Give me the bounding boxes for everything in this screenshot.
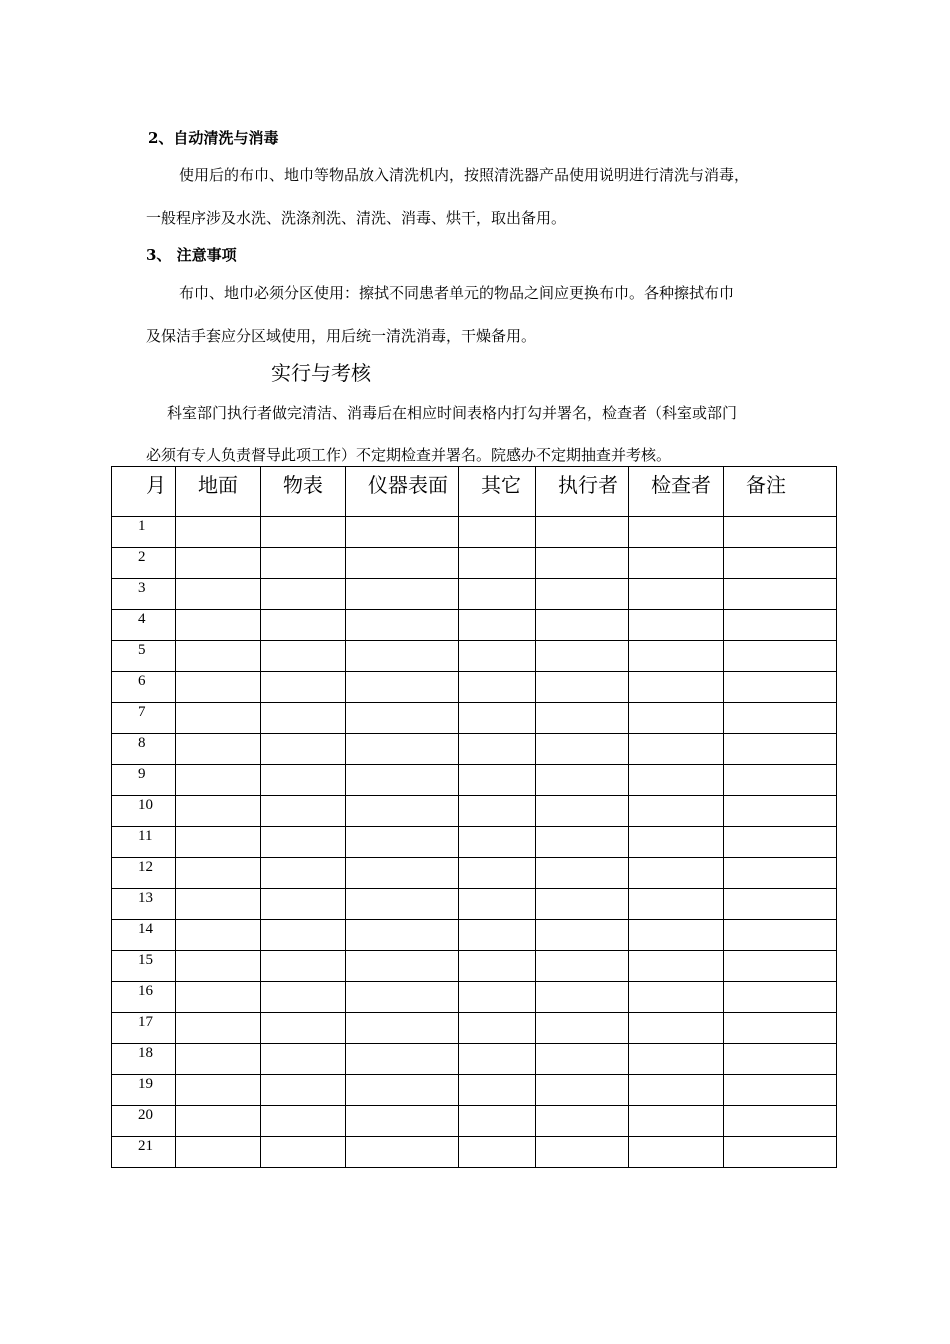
other-cell[interactable] — [459, 1075, 536, 1106]
table-row — [112, 579, 837, 610]
floor-cell[interactable] — [176, 734, 261, 765]
instrument-surface-cell[interactable] — [346, 1137, 459, 1168]
floor-cell[interactable] — [176, 1013, 261, 1044]
surface-cell[interactable] — [261, 1075, 346, 1106]
other-cell[interactable] — [459, 1137, 536, 1168]
surface-cell[interactable] — [261, 517, 346, 548]
remarks-cell[interactable] — [724, 951, 837, 982]
section-3-paragraph-line-1: 布巾、地巾必须分区使用：擦拭不同患者单元的物品之间应更换布巾。各种擦拭布巾 — [179, 284, 735, 302]
table-row — [112, 517, 837, 548]
other-cell[interactable] — [459, 827, 536, 858]
inspector-cell[interactable] — [629, 672, 724, 703]
floor-cell[interactable] — [176, 889, 261, 920]
instrument-surface-cell[interactable] — [346, 734, 459, 765]
remarks-cell[interactable] — [724, 982, 837, 1013]
instrument-surface-cell[interactable] — [346, 982, 459, 1013]
other-cell[interactable] — [459, 858, 536, 889]
table-row — [112, 796, 837, 827]
floor-cell[interactable] — [176, 641, 261, 672]
executor-cell[interactable] — [536, 579, 629, 610]
floor-cell[interactable] — [176, 827, 261, 858]
inspector-cell[interactable] — [629, 827, 724, 858]
executor-cell[interactable] — [536, 827, 629, 858]
remarks-cell[interactable] — [724, 858, 837, 889]
row-number: 7 — [112, 703, 176, 734]
header-surface: 物表 — [261, 467, 346, 517]
row-number: 17 — [112, 1013, 176, 1044]
row-number: 8 — [112, 734, 176, 765]
executor-cell[interactable] — [536, 765, 629, 796]
inspector-cell[interactable] — [629, 796, 724, 827]
instrument-surface-cell[interactable] — [346, 951, 459, 982]
other-cell[interactable] — [459, 548, 536, 579]
floor-cell[interactable] — [176, 858, 261, 889]
table-row — [112, 858, 837, 889]
table-row — [112, 1106, 837, 1137]
other-cell[interactable] — [459, 610, 536, 641]
executor-cell[interactable] — [536, 920, 629, 951]
row-number: 1 — [112, 517, 176, 548]
cleaning-record-table — [111, 466, 837, 1168]
instrument-surface-cell[interactable] — [346, 641, 459, 672]
other-cell[interactable] — [459, 982, 536, 1013]
header-instrument-surface: 仪器表面 — [346, 467, 459, 517]
surface-cell[interactable] — [261, 1137, 346, 1168]
remarks-cell[interactable] — [724, 1044, 837, 1075]
row-number: 6 — [112, 672, 176, 703]
surface-cell[interactable] — [261, 734, 346, 765]
row-number: 19 — [112, 1075, 176, 1106]
surface-cell[interactable] — [261, 951, 346, 982]
instrument-surface-cell[interactable] — [346, 1075, 459, 1106]
row-number: 4 — [112, 610, 176, 641]
instrument-surface-cell[interactable] — [346, 610, 459, 641]
inspector-cell[interactable] — [629, 1137, 724, 1168]
surface-cell[interactable] — [261, 610, 346, 641]
floor-cell[interactable] — [176, 548, 261, 579]
instrument-surface-cell[interactable] — [346, 827, 459, 858]
executor-cell[interactable] — [536, 734, 629, 765]
inspector-cell[interactable] — [629, 1013, 724, 1044]
instrument-surface-cell[interactable] — [346, 1106, 459, 1137]
executor-cell[interactable] — [536, 858, 629, 889]
other-cell[interactable] — [459, 1013, 536, 1044]
executor-cell[interactable] — [536, 982, 629, 1013]
executor-cell[interactable] — [536, 1075, 629, 1106]
surface-cell[interactable] — [261, 1106, 346, 1137]
instrument-surface-cell[interactable] — [346, 579, 459, 610]
row-number: 2 — [112, 548, 176, 579]
row-number: 9 — [112, 765, 176, 796]
instrument-surface-cell[interactable] — [346, 672, 459, 703]
section-2-heading: 2、自动清洗与消毒 — [148, 129, 279, 147]
table-row — [112, 951, 837, 982]
floor-cell[interactable] — [176, 672, 261, 703]
inspector-cell[interactable] — [629, 765, 724, 796]
table-header-row — [112, 467, 837, 517]
table-row — [112, 610, 837, 641]
remarks-cell[interactable] — [724, 703, 837, 734]
row-number: 12 — [112, 858, 176, 889]
executor-cell[interactable] — [536, 610, 629, 641]
floor-cell[interactable] — [176, 1075, 261, 1106]
executor-cell[interactable] — [536, 1013, 629, 1044]
inspector-cell[interactable] — [629, 517, 724, 548]
remarks-cell[interactable] — [724, 1137, 837, 1168]
header-executor: 执行者 — [536, 467, 629, 517]
row-number: 20 — [112, 1106, 176, 1137]
floor-cell[interactable] — [176, 1137, 261, 1168]
header-remarks: 备注 — [724, 467, 837, 517]
other-cell[interactable] — [459, 517, 536, 548]
surface-cell[interactable] — [261, 889, 346, 920]
remarks-cell[interactable] — [724, 641, 837, 672]
remarks-cell[interactable] — [724, 548, 837, 579]
inspector-cell[interactable] — [629, 889, 724, 920]
executor-cell[interactable] — [536, 641, 629, 672]
floor-cell[interactable] — [176, 982, 261, 1013]
other-cell[interactable] — [459, 641, 536, 672]
table-row — [112, 703, 837, 734]
executor-cell[interactable] — [536, 951, 629, 982]
other-cell[interactable] — [459, 1044, 536, 1075]
executor-cell[interactable] — [536, 517, 629, 548]
table-row — [112, 889, 837, 920]
row-number: 3 — [112, 579, 176, 610]
floor-cell[interactable] — [176, 1044, 261, 1075]
other-cell[interactable] — [459, 1106, 536, 1137]
table-row — [112, 765, 837, 796]
floor-cell[interactable] — [176, 765, 261, 796]
executor-cell[interactable] — [536, 1106, 629, 1137]
other-cell[interactable] — [459, 579, 536, 610]
instrument-surface-cell[interactable] — [346, 858, 459, 889]
remarks-cell[interactable] — [724, 827, 837, 858]
other-cell[interactable] — [459, 889, 536, 920]
surface-cell[interactable] — [261, 920, 346, 951]
floor-cell[interactable] — [176, 796, 261, 827]
header-month: 月 — [112, 467, 176, 517]
remarks-cell[interactable] — [724, 734, 837, 765]
instrument-surface-cell[interactable] — [346, 703, 459, 734]
inspector-cell[interactable] — [629, 982, 724, 1013]
row-number: 15 — [112, 951, 176, 982]
surface-cell[interactable] — [261, 982, 346, 1013]
inspector-cell[interactable] — [629, 1075, 724, 1106]
other-cell[interactable] — [459, 765, 536, 796]
surface-cell[interactable] — [261, 1013, 346, 1044]
header-other: 其它 — [459, 467, 536, 517]
inspector-cell[interactable] — [629, 951, 724, 982]
floor-cell[interactable] — [176, 579, 261, 610]
surface-cell[interactable] — [261, 765, 346, 796]
executor-cell[interactable] — [536, 889, 629, 920]
row-number: 21 — [112, 1137, 176, 1168]
inspector-cell[interactable] — [629, 579, 724, 610]
inspector-cell[interactable] — [629, 858, 724, 889]
surface-cell[interactable] — [261, 703, 346, 734]
other-cell[interactable] — [459, 920, 536, 951]
row-number: 10 — [112, 796, 176, 827]
instrument-surface-cell[interactable] — [346, 517, 459, 548]
instrument-surface-cell[interactable] — [346, 1044, 459, 1075]
instrument-surface-cell[interactable] — [346, 920, 459, 951]
surface-cell[interactable] — [261, 796, 346, 827]
inspector-cell[interactable] — [629, 703, 724, 734]
remarks-cell[interactable] — [724, 765, 837, 796]
table-row — [112, 672, 837, 703]
table-row — [112, 827, 837, 858]
instrument-surface-cell[interactable] — [346, 796, 459, 827]
assessment-title: 实行与考核 — [271, 361, 371, 385]
floor-cell[interactable] — [176, 951, 261, 982]
executor-cell[interactable] — [536, 672, 629, 703]
floor-cell[interactable] — [176, 703, 261, 734]
inspector-cell[interactable] — [629, 1106, 724, 1137]
surface-cell[interactable] — [261, 1044, 346, 1075]
other-cell[interactable] — [459, 951, 536, 982]
inspector-cell[interactable] — [629, 734, 724, 765]
table-row — [112, 1044, 837, 1075]
instrument-surface-cell[interactable] — [346, 889, 459, 920]
header-inspector: 检查者 — [629, 467, 724, 517]
row-number: 5 — [112, 641, 176, 672]
row-number: 18 — [112, 1044, 176, 1075]
remarks-cell[interactable] — [724, 1075, 837, 1106]
remarks-cell[interactable] — [724, 610, 837, 641]
remarks-cell[interactable] — [724, 1106, 837, 1137]
remarks-cell[interactable] — [724, 1013, 837, 1044]
other-cell[interactable] — [459, 796, 536, 827]
section-2-paragraph-line-2: 一般程序涉及水洗、洗涤剂洗、清洗、消毒、烘干，取出备用。 — [146, 209, 567, 227]
other-cell[interactable] — [459, 672, 536, 703]
remarks-cell[interactable] — [724, 796, 837, 827]
surface-cell[interactable] — [261, 548, 346, 579]
table-row — [112, 982, 837, 1013]
section-3-heading: 3、 注意事项 — [146, 246, 237, 264]
inspector-cell[interactable] — [629, 641, 724, 672]
surface-cell[interactable] — [261, 858, 346, 889]
inspector-cell[interactable] — [629, 548, 724, 579]
section-2-paragraph-line-1: 使用后的布巾、地巾等物品放入清洗机内，按照清洗器产品使用说明进行清洗与消毒， — [179, 166, 750, 184]
table-row — [112, 734, 837, 765]
surface-cell[interactable] — [261, 672, 346, 703]
remarks-cell[interactable] — [724, 889, 837, 920]
inspector-cell[interactable] — [629, 1044, 724, 1075]
surface-cell[interactable] — [261, 641, 346, 672]
remarks-cell[interactable] — [724, 672, 837, 703]
table-row — [112, 548, 837, 579]
instrument-surface-cell[interactable] — [346, 548, 459, 579]
row-number: 13 — [112, 889, 176, 920]
remarks-cell[interactable] — [724, 579, 837, 610]
row-number: 14 — [112, 920, 176, 951]
assessment-paragraph-line-1: 科室部门执行者做完清洁、消毒后在相应时间表格内打勾并署名，检查者（科室或部门 — [167, 404, 738, 422]
table-row — [112, 641, 837, 672]
row-number: 16 — [112, 982, 176, 1013]
inspector-cell[interactable] — [629, 920, 724, 951]
assessment-paragraph-line-2: 必须有专人负责督导此项工作）不定期检查并署名。院感办不定期抽查并考核。 — [146, 446, 672, 464]
other-cell[interactable] — [459, 734, 536, 765]
inspector-cell[interactable] — [629, 610, 724, 641]
executor-cell[interactable] — [536, 796, 629, 827]
instrument-surface-cell[interactable] — [346, 765, 459, 796]
header-floor: 地面 — [176, 467, 261, 517]
floor-cell[interactable] — [176, 920, 261, 951]
table-row — [112, 1013, 837, 1044]
table-row — [112, 920, 837, 951]
instrument-surface-cell[interactable] — [346, 1013, 459, 1044]
remarks-cell[interactable] — [724, 920, 837, 951]
remarks-cell[interactable] — [724, 517, 837, 548]
floor-cell[interactable] — [176, 1106, 261, 1137]
table-row — [112, 1137, 837, 1168]
surface-cell[interactable] — [261, 827, 346, 858]
section-3-paragraph-line-2: 及保洁手套应分区域使用，用后统一清洗消毒，干燥备用。 — [146, 327, 537, 345]
executor-cell[interactable] — [536, 703, 629, 734]
table-row — [112, 1075, 837, 1106]
executor-cell[interactable] — [536, 1137, 629, 1168]
floor-cell[interactable] — [176, 517, 261, 548]
row-number: 11 — [112, 827, 176, 858]
floor-cell[interactable] — [176, 610, 261, 641]
surface-cell[interactable] — [261, 579, 346, 610]
executor-cell[interactable] — [536, 1044, 629, 1075]
other-cell[interactable] — [459, 703, 536, 734]
executor-cell[interactable] — [536, 548, 629, 579]
